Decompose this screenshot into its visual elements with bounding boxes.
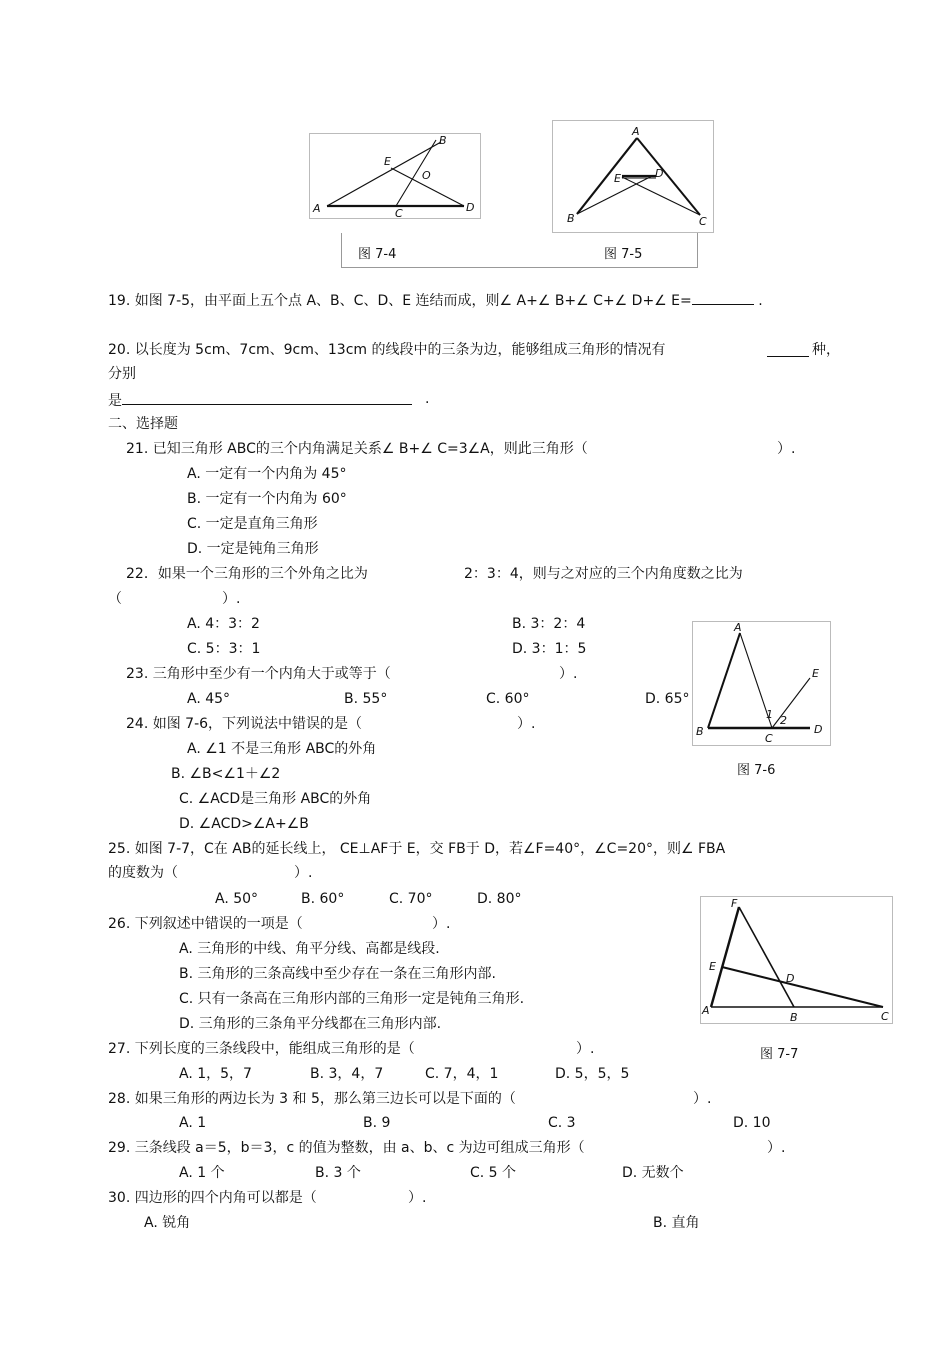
question-30-stem: 30. 四边形的四个内角可以都是（ (108, 1190, 317, 1206)
question-29-close: ）. (767, 1140, 786, 1156)
fig77-label-a: A (702, 1004, 710, 1017)
question-28-option-a[interactable]: A. 1 (179, 1115, 207, 1131)
question-22-option-b[interactable]: B. 3：2：4 (512, 616, 586, 632)
question-25-option-c[interactable]: C. 70° (389, 891, 433, 907)
question-27-option-d[interactable]: D. 5，5，5 (555, 1066, 630, 1082)
fig76-label-c: C (765, 732, 773, 745)
question-24-stem: 24. 如图 7-6，下列说法中错误的是（ (126, 716, 363, 732)
figure-7-7-diagram (700, 896, 893, 1024)
question-28-option-c[interactable]: C. 3 (548, 1115, 576, 1131)
question-23-option-b[interactable]: B. 55° (344, 691, 388, 707)
fig77-label-e: E (709, 960, 716, 973)
question-20-list-blank[interactable] (122, 390, 412, 405)
question-19-answer-blank[interactable] (692, 290, 754, 305)
question-26-option-d[interactable]: D. 三角形的三条角平分线都在三角形内部. (179, 1016, 442, 1032)
question-28-option-b[interactable]: B. 9 (363, 1115, 391, 1131)
figure-7-4-caption: 图 7-4 (358, 247, 397, 262)
question-20-line3-label: 是 (108, 393, 122, 409)
fig74-label-a: A (313, 202, 321, 215)
question-20-line1 (108, 341, 666, 359)
question-22-option-d[interactable]: D. 3：1：5 (512, 641, 587, 657)
question-23-close: ）. (559, 666, 578, 682)
question-29-option-d[interactable]: D. 无数个 (622, 1165, 684, 1181)
fig76-label-a: A (734, 621, 742, 634)
question-28-option-d[interactable]: D. 10 (733, 1115, 771, 1131)
question-28-stem: 28. 如果三角形的两边长为 3 和 5，那么第三边长可以是下面的（ (108, 1091, 516, 1107)
question-23-stem: 23. 三角形中至少有一个内角大于或等于（ (126, 666, 391, 682)
question-22-option-a[interactable]: A. 4：3：2 (187, 616, 260, 632)
question-27-option-c[interactable]: C. 7，4，1 (425, 1066, 499, 1082)
fig76-label-1: 1 (766, 708, 773, 721)
question-29-option-c[interactable]: C. 5 个 (470, 1165, 517, 1181)
fig75-label-d: D (655, 167, 664, 180)
question-22-close: ）. (222, 591, 241, 607)
question-21-close: ）. (777, 441, 796, 457)
question-20-line3 (108, 390, 412, 410)
figure-7-7 (700, 896, 893, 1024)
figure-7-6 (692, 621, 831, 746)
question-27-stem: 27. 下列长度的三条线段中，能组成三角形的是（ (108, 1041, 415, 1057)
section-choice-heading: 二、选择题 (108, 416, 178, 432)
question-20-text: 20. 以长度为 5cm、7cm、9cm、13cm 的线段中的三条为边，能够组成三角形的情况有 (108, 342, 666, 358)
question-28-close: ）. (693, 1091, 712, 1107)
question-26-close: ）. (432, 916, 451, 932)
fig74-label-d: D (466, 201, 475, 214)
question-19-text: 19. 如图 7-5，由平面上五个点 A、B、C、D、E 连结而成，则∠ A+∠ B+∠ C+∠ D+∠ E= (108, 293, 692, 309)
figure-7-4-diagram (309, 133, 481, 219)
fig76-label-2: 2 (780, 714, 787, 727)
question-23-option-d[interactable]: D. 65° (645, 691, 690, 707)
question-22-option-c[interactable]: C. 5：3：1 (187, 641, 261, 657)
fig76-label-d: D (814, 723, 823, 736)
question-22-ratio: 2：3：4，则与之对应的三个内角度数之比为 (464, 566, 743, 582)
question-24-option-d[interactable]: D. ∠ACD>∠A+∠B (179, 816, 309, 832)
question-30-option-a[interactable]: A. 锐角 (144, 1215, 191, 1231)
question-26-option-b[interactable]: B. 三角形的三条高线中至少存在一条在三角形内部. (179, 966, 496, 982)
question-19 (108, 290, 763, 310)
question-25-line2: 的度数为（ (108, 865, 178, 881)
question-29-option-b[interactable]: B. 3 个 (315, 1165, 361, 1181)
question-29-option-a[interactable]: A. 1 个 (179, 1165, 225, 1181)
question-24-option-c[interactable]: C. ∠ACD是三角形 ABC的外角 (179, 791, 372, 807)
question-21-stem: 21. 已知三角形 ABC的三个内角满足关系∠ B+∠ C=3∠A，则此三角形（ (126, 441, 588, 457)
question-26-option-c[interactable]: C. 只有一条高在三角形内部的三角形一定是钝角三角形. (179, 991, 525, 1007)
question-20-line2: 分别 (108, 366, 136, 382)
fig75-label-c: C (699, 215, 707, 228)
fig74-label-e: E (384, 155, 391, 168)
fig77-label-c: C (881, 1010, 889, 1023)
fig74-label-o: O (422, 169, 431, 182)
fig77-label-b: B (790, 1011, 798, 1024)
question-30-option-b[interactable]: B. 直角 (653, 1215, 700, 1231)
question-27-close: ）. (576, 1041, 595, 1057)
figure-7-6-caption: 图 7-6 (737, 763, 776, 778)
question-25-close: ）. (294, 865, 313, 881)
question-20-unit: 种， (812, 342, 840, 358)
figure-7-5-caption: 图 7-5 (604, 247, 643, 262)
question-29-stem: 29. 三条线段 a＝5，b＝3，c 的值为整数，由 a、b、c 为边可组成三角形（ (108, 1140, 585, 1156)
question-22-open: （ (108, 591, 122, 607)
fig75-label-e: E (614, 172, 621, 185)
question-25-option-d[interactable]: D. 80° (477, 891, 522, 907)
figure-7-6-diagram (692, 621, 831, 746)
figure-7-4 (309, 133, 481, 219)
question-24-option-a[interactable]: A. ∠1 不是三角形 ABC的外角 (187, 741, 377, 757)
question-24-close: ）. (517, 716, 536, 732)
fig74-label-b: B (439, 134, 447, 147)
question-26-stem: 26. 下列叙述中错误的一项是（ (108, 916, 303, 932)
question-27-option-b[interactable]: B. 3，4，7 (310, 1066, 384, 1082)
fig76-label-e: E (812, 667, 819, 680)
figure-7-7-caption: 图 7-7 (760, 1047, 799, 1062)
fig75-label-a: A (632, 125, 640, 138)
question-21-option-a[interactable]: A. 一定有一个内角为 45° (187, 466, 347, 482)
question-25-option-b[interactable]: B. 60° (301, 891, 345, 907)
question-25-line1: 25. 如图 7-7，C在 AB的延长线上， CE⊥AF于 E，交 FB于 D，若∠F=40°，∠C=20°，则∠ FBA (108, 841, 726, 857)
question-20-tail: . (425, 391, 430, 407)
question-19-tail: . (758, 293, 763, 309)
question-26-option-a[interactable]: A. 三角形的中线、角平分线、高都是线段. (179, 941, 440, 957)
fig76-label-b: B (696, 725, 704, 738)
question-24-option-b[interactable]: B. ∠B<∠1＋∠2 (171, 766, 281, 782)
fig75-label-b: B (567, 212, 575, 225)
question-23-option-c[interactable]: C. 60° (486, 691, 530, 707)
question-21-option-d[interactable]: D. 一定是钝角三角形 (187, 541, 319, 557)
fig77-label-d: D (786, 972, 795, 985)
figure-7-5-diagram (552, 120, 714, 233)
fig74-label-c: C (395, 207, 403, 219)
question-20-count-blank[interactable] (767, 342, 809, 357)
question-22-stem: 22．如果一个三角形的三个外角之比为 (126, 566, 368, 582)
question-21-option-b[interactable]: B. 一定有一个内角为 60° (187, 491, 347, 507)
fig77-label-f: F (731, 897, 738, 910)
question-23-option-a[interactable]: A. 45° (187, 691, 231, 707)
figure-7-5 (552, 120, 714, 233)
question-27-option-a[interactable]: A. 1，5，7 (179, 1066, 252, 1082)
question-21-option-c[interactable]: C. 一定是直角三角形 (187, 516, 318, 532)
question-25-option-a[interactable]: A. 50° (215, 891, 259, 907)
question-30-close: ）. (408, 1190, 427, 1206)
